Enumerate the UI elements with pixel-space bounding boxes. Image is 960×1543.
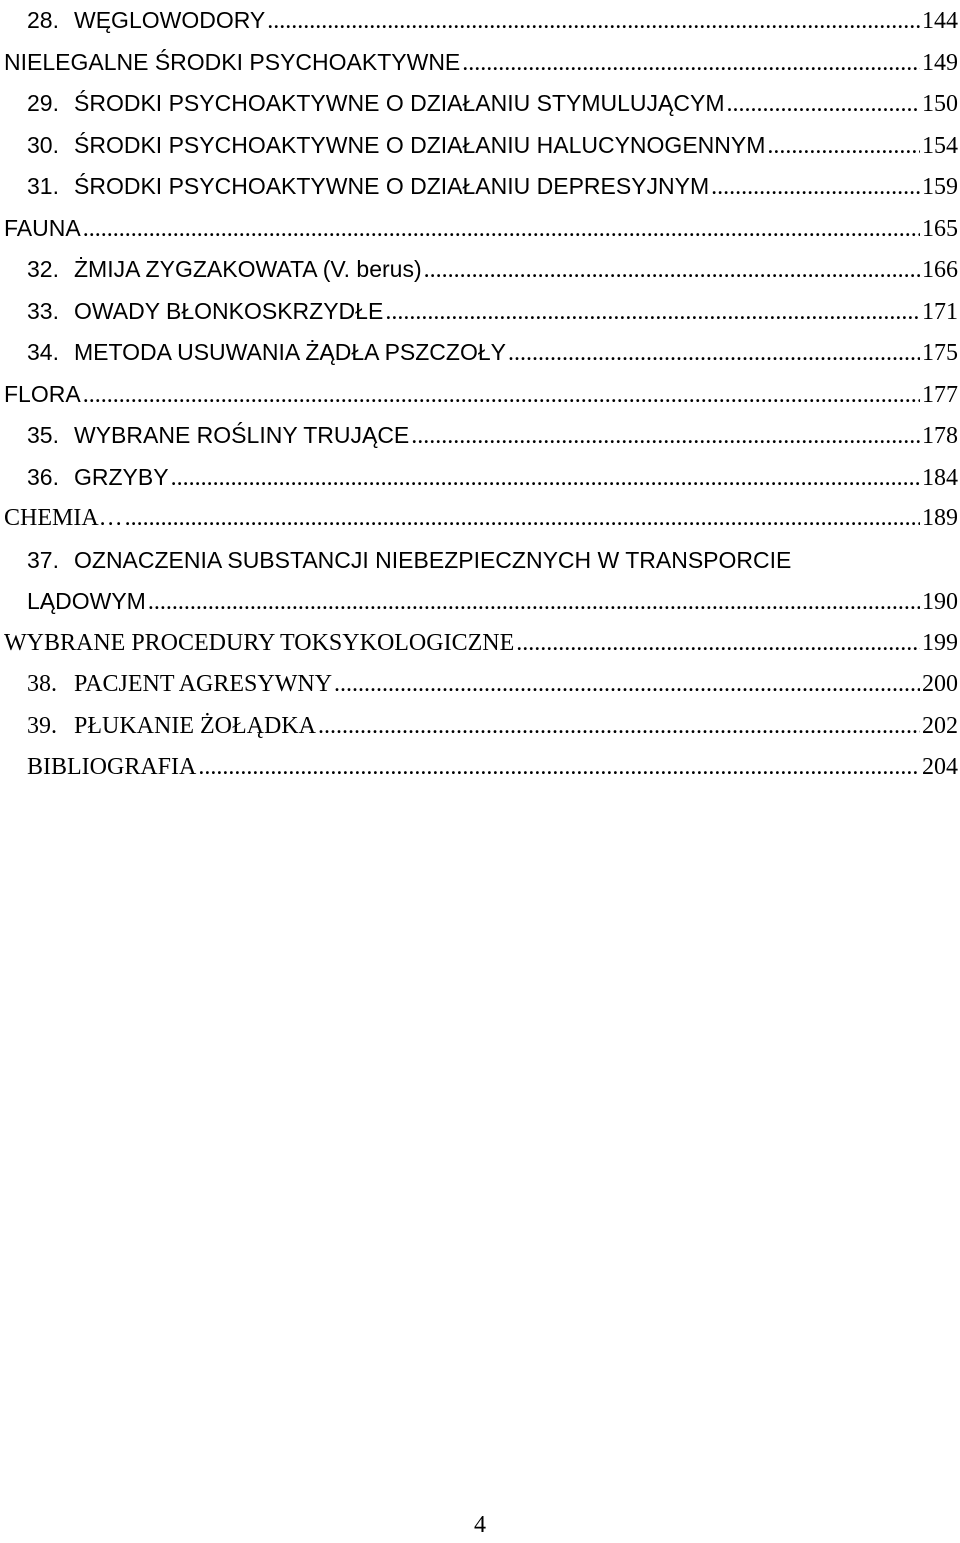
dot-leader xyxy=(767,126,920,168)
toc-entry-39[interactable] xyxy=(0,706,960,748)
toc-entry-title: PACJENT AGRESYWNY xyxy=(74,671,333,697)
toc-entry-title: ŚRODKI PSYCHOAKTYWNE O DZIAŁANIU HALUCYNOGENNYM xyxy=(74,131,766,158)
toc-entry-title: WYBRANE ROŚLINY TRUJĄCE xyxy=(74,422,410,448)
toc-entry-title: ŚRODKI PSYCHOAKTYWNE O DZIAŁANIU STYMULUJĄCYM xyxy=(74,90,725,116)
toc-entry-page: 204 xyxy=(922,754,958,780)
toc-entry-page: 171 xyxy=(922,298,958,325)
dot-leader xyxy=(516,623,920,665)
toc-entry-number: 31. xyxy=(27,173,59,199)
toc-entry-fauna[interactable] xyxy=(0,208,960,250)
toc-entry-number: 28. xyxy=(27,7,59,33)
dot-leader xyxy=(125,498,920,540)
toc-entry-title: ŚRODKI PSYCHOAKTYWNE O DZIAŁANIU DEPRESYJNYM xyxy=(74,173,710,199)
toc-entry-number: 33. xyxy=(27,297,59,324)
toc-entry-29[interactable] xyxy=(0,83,960,125)
toc-entry-36[interactable] xyxy=(0,457,960,499)
toc-entry-page: 202 xyxy=(922,712,958,739)
toc-entry-number: 30. xyxy=(27,131,59,158)
toc-entry-page: 144 xyxy=(922,8,958,34)
toc-entry-flora[interactable] xyxy=(0,374,960,416)
toc-entry-chemia[interactable] xyxy=(0,498,960,540)
toc-entry-page: 199 xyxy=(922,629,958,656)
toc-entry-number: 29. xyxy=(27,90,59,116)
toc-entry-31[interactable] xyxy=(0,166,960,208)
toc-entry-title: WĘGLOWODORY xyxy=(74,7,266,33)
toc-entry-title: WYBRANE PROCEDURY TOKSYKOLOGICZNE xyxy=(4,629,515,656)
toc-entry-title: METODA USUWANIA ŻĄDŁA PSZCZOŁY xyxy=(74,339,506,365)
dot-leader xyxy=(267,1,920,43)
dot-leader xyxy=(424,250,920,292)
toc-entry-page: 159 xyxy=(922,174,958,200)
dot-leader xyxy=(171,458,920,500)
toc-entry-title: FLORA xyxy=(4,380,81,407)
dot-leader xyxy=(711,167,920,209)
toc-entry-37[interactable] xyxy=(0,540,960,623)
toc-entry-number: 36. xyxy=(27,463,59,490)
toc-entry-page: 154 xyxy=(922,132,958,159)
toc-entry-number: 32. xyxy=(27,256,59,282)
toc-entry-number: 35. xyxy=(27,422,59,448)
toc-entry-30[interactable] xyxy=(0,125,960,167)
toc-entry-number: 34. xyxy=(27,339,59,365)
dot-leader xyxy=(411,416,920,458)
toc-entry-page: 178 xyxy=(922,423,958,449)
toc-entry-page: 200 xyxy=(922,671,958,697)
toc-entry-38[interactable] xyxy=(0,664,960,706)
toc-entry-33[interactable] xyxy=(0,291,960,333)
toc-entry-page: 175 xyxy=(922,340,958,366)
toc-entry-title: ŻMIJA ZYGZAKOWATA (V. berus) xyxy=(74,256,422,282)
dot-leader xyxy=(508,333,920,375)
toc-entry-32[interactable] xyxy=(0,249,960,291)
toc-entry-number: 39. xyxy=(27,712,57,739)
toc-entry-nielegalne[interactable] xyxy=(0,42,960,84)
toc-entry-procedury[interactable] xyxy=(0,623,960,665)
dot-leader xyxy=(198,747,920,789)
toc-entry-page: 190 xyxy=(922,589,958,615)
toc-entry-28[interactable] xyxy=(0,0,960,42)
toc-entry-title: FAUNA xyxy=(4,214,81,241)
dot-leader xyxy=(83,375,920,417)
toc-entry-page: 165 xyxy=(922,215,958,242)
toc-entry-number: 38. xyxy=(27,671,57,697)
toc-entry-title: OWADY BŁONKOSKRZYDŁE xyxy=(74,297,384,324)
toc-entry-page: 150 xyxy=(922,91,958,117)
dot-leader xyxy=(148,582,920,624)
toc-entry-page: 149 xyxy=(922,49,958,76)
dot-leader xyxy=(318,706,920,748)
toc-entry-title: NIELEGALNE ŚRODKI PSYCHOAKTYWNE xyxy=(4,48,461,75)
toc-entry-bibliografia[interactable] xyxy=(0,747,960,789)
toc-entry-page: 184 xyxy=(922,464,958,491)
toc-entry-title: BIBLIOGRAFIA xyxy=(27,754,197,780)
toc-entry-35[interactable] xyxy=(0,415,960,457)
toc-entry-number: 37. xyxy=(27,546,59,573)
toc-entry-page: 189 xyxy=(922,505,958,531)
toc-entry-page: 177 xyxy=(922,381,958,408)
dot-leader xyxy=(726,84,920,126)
dot-leader xyxy=(462,43,920,85)
toc-entry-34[interactable] xyxy=(0,332,960,374)
toc-entry-page: 166 xyxy=(922,257,958,283)
dot-leader xyxy=(83,209,920,251)
toc-entry-title: PŁUKANIE ŻOŁĄDKA xyxy=(74,712,316,739)
toc-entry-title-line2: LĄDOWYM xyxy=(27,588,146,614)
dot-leader xyxy=(334,664,920,706)
toc-entry-title: CHEMIA… xyxy=(4,505,123,531)
page-number: 4 xyxy=(474,1512,486,1538)
toc-entry-title: GRZYBY xyxy=(74,463,169,490)
toc-entry-title-line1: OZNACZENIA SUBSTANCJI NIEBEZPIECZNYCH W TRANSPORCIE xyxy=(74,546,792,573)
dot-leader xyxy=(385,292,920,334)
